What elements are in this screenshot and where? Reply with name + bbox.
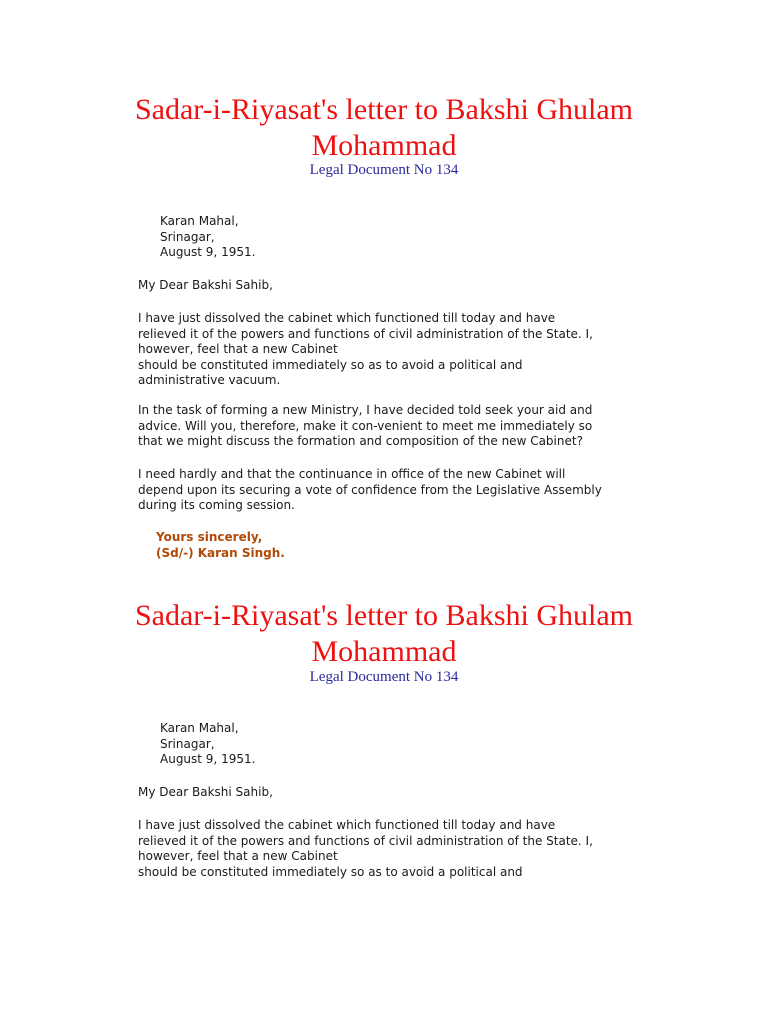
paragraph <box>138 818 638 880</box>
address-line: Srinagar, <box>160 229 215 244</box>
paragraph-line: should be constituted immediately so as to avoid a political and <box>138 357 523 372</box>
sender-address <box>160 214 255 261</box>
paragraph-line: however, feel that a new Cabinet <box>138 342 338 356</box>
address-line: August 9, 1951. <box>160 245 256 259</box>
paragraph-line: however, feel that a new Cabinet <box>138 849 338 863</box>
address-line: Srinagar, <box>160 736 215 751</box>
paragraph-line: should be constituted immediately so as to avoid a political and <box>138 864 523 879</box>
paragraph-line: administrative vacuum. <box>138 373 281 387</box>
paragraph-line: during its coming session. <box>138 498 295 512</box>
address-line: August 9, 1951. <box>160 752 256 766</box>
paragraph <box>138 403 638 450</box>
document-subtitle: Legal Document No 134 <box>309 162 459 178</box>
paragraph-line: that we might discuss the formation and composition of the new Cabinet? <box>138 434 583 448</box>
signature-text: (Sd/-) Karan Singh. <box>156 545 285 560</box>
paragraph-line: relieved it of the powers and functions of civil administration of the State. I, <box>138 833 593 848</box>
paragraph-line: advice. Will you, therefore, make it con-venient to meet me immediately so <box>138 418 593 433</box>
title-line: Mohammad <box>311 129 457 162</box>
paragraph-line: In the task of forming a new Ministry, I have decided told seek your aid and <box>138 403 593 417</box>
letter-title <box>84 598 684 670</box>
document-subtitle: Legal Document No 134 <box>309 669 459 685</box>
title-line: Mohammad <box>311 635 457 668</box>
paragraph-line: relieved it of the powers and functions of civil administration of the State. I, <box>138 326 593 341</box>
paragraph-line: I have just dissolved the cabinet which functioned till today and have <box>138 311 556 325</box>
letter-title <box>84 92 684 164</box>
title-line: Sadar-i-Riyasat's letter to Bakshi Ghulam <box>134 599 634 632</box>
address-line: Karan Mahal, <box>160 214 239 228</box>
paragraph-line: depend upon its securing a vote of confidence from the Legislative Assembly <box>138 482 602 497</box>
salutation <box>138 278 638 294</box>
title-line: Sadar-i-Riyasat's letter to Bakshi Ghulam <box>134 93 634 126</box>
salutation-text: My Dear Bakshi Sahib, <box>138 278 273 292</box>
salutation-text: My Dear Bakshi Sahib, <box>138 785 273 799</box>
address-line: Karan Mahal, <box>160 721 239 735</box>
paragraph-line: I have just dissolved the cabinet which functioned till today and have <box>138 818 556 832</box>
paragraph <box>138 467 638 514</box>
signature-block <box>156 530 285 561</box>
closing-text: Yours sincerely, <box>156 530 263 544</box>
salutation <box>138 785 638 801</box>
sender-address <box>160 721 255 768</box>
paragraph <box>138 311 638 389</box>
paragraph-line: I need hardly and that the continuance in office of the new Cabinet will <box>138 467 566 481</box>
